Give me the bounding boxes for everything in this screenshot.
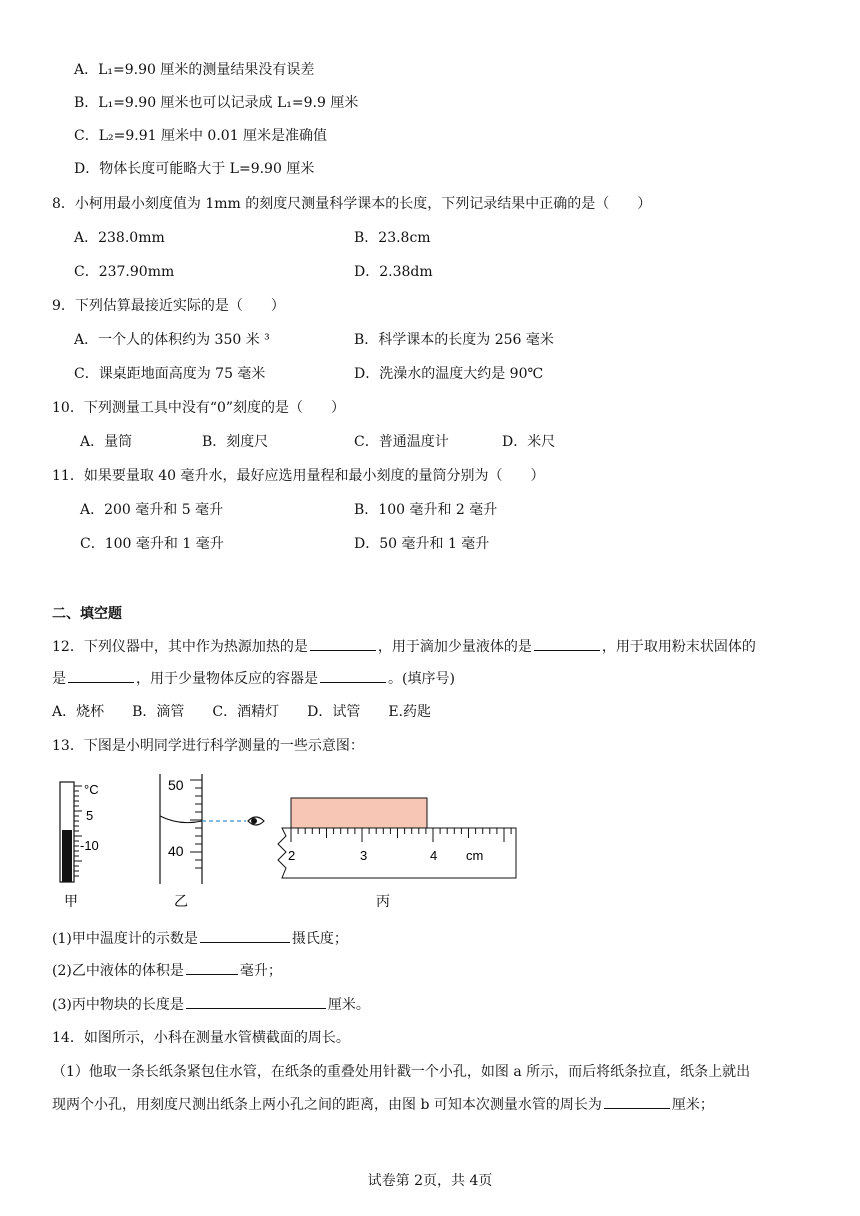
figure-label-yi: 乙 — [174, 893, 188, 909]
ruler-label-3: 3 — [360, 848, 368, 863]
section-title-fill-in: 二、填空题 — [52, 606, 122, 622]
q9-option-a: A．一个人的体积约为 350 米 ³ — [74, 332, 270, 348]
ruler-unit: cm — [466, 848, 484, 863]
q9-option-d: D．洗澡水的温度大约是 90℃ — [354, 366, 544, 382]
q12-text-2: ，用于滴加少量液体的是 — [377, 639, 532, 655]
q10-option-a: A．量筒 — [80, 434, 133, 450]
q12-text-5: ，用于少量物体反应的容器是 — [136, 671, 318, 687]
q9-stem: 9．下列估算最接近实际的是（ ） — [52, 298, 285, 314]
q14-sub1-unit: 厘米； — [671, 1097, 714, 1113]
q12-blank-4[interactable] — [320, 668, 386, 683]
q11-option-b: B．100 毫升和 2 毫升 — [354, 502, 498, 518]
q8-option-b: B．23.8cm — [354, 230, 431, 246]
ruler-label-2: 2 — [288, 848, 296, 863]
thermometer-label-5: 5 — [86, 808, 94, 823]
q13-stem: 13．下图是小明同学进行科学测量的一些示意图： — [52, 738, 364, 754]
eye-icon — [248, 817, 264, 825]
q13-sub1 — [52, 928, 348, 949]
cylinder-label-50: 50 — [168, 777, 184, 793]
q8-option-c: C．237.90mm — [74, 264, 175, 280]
q11-option-d: D．50 毫升和 1 毫升 — [354, 536, 490, 552]
q13-sub1-unit: 摄氏度； — [291, 931, 348, 947]
q12-text-4: 是 — [52, 671, 66, 687]
q13-sub1-text: (1)甲中温度计的示数是 — [52, 931, 198, 947]
q10-option-c: C．普通温度计 — [354, 434, 449, 450]
q13-sub3-unit: 厘米。 — [327, 997, 370, 1013]
figure-label-jia: 甲 — [64, 893, 78, 909]
q14-sub1-line1: （1）他取一条长纸条紧包住水管，在纸条的重叠处用针戳一个小孔，如图 a 所示，而后将纸条拉直，纸条上就出 — [52, 1064, 751, 1080]
q13-sub3 — [52, 994, 370, 1015]
q8-option-d: D．2.38dm — [354, 264, 433, 280]
thermometer-unit: °C — [84, 782, 99, 797]
q12-text-3: ，用于取用粉末状固体的 — [601, 639, 756, 655]
q13-figure — [50, 768, 530, 916]
q12-blank-1[interactable] — [310, 636, 376, 651]
q7-option-d: D．物体长度可能略大于 L=9.90 厘米 — [74, 161, 315, 177]
q12-choices: A．烧杯 B．滴管 C．酒精灯 D．试管 E.药匙 — [52, 704, 432, 720]
q8-stem: 8．小柯用最小刻度值为 1mm 的刻度尺测量科学课本的长度，下列记录结果中正确的是（ ） — [52, 196, 652, 212]
q14-sub1-line2 — [52, 1094, 714, 1115]
q12-blank-2[interactable] — [534, 636, 600, 651]
q14-sub1-text: 现两个小孔，用刻度尺测出纸条上两小孔之间的距离，由图 b 可知本次测量水管的周长为 — [52, 1097, 602, 1113]
thermometer-label-10: -10 — [80, 838, 99, 853]
thermometer-figure — [60, 782, 99, 882]
q13-sub2-text: (2)乙中液体的体积是 — [52, 963, 184, 979]
q11-stem: 11．如果要量取 40 毫升水，最好应选用量程和最小刻度的量筒分别为（ ） — [52, 468, 545, 484]
q12-text-6: 。(填序号) — [388, 671, 455, 687]
q7-option-a: A．L₁=9.90 厘米的测量结果没有误差 — [74, 62, 315, 78]
page-footer: 试卷第 2页，共 4页 — [367, 1173, 493, 1189]
q10-option-b: B．刻度尺 — [202, 434, 269, 450]
q7-option-c: C．L₂=9.91 厘米中 0.01 厘米是准确值 — [74, 128, 328, 144]
ruler-figure — [278, 798, 516, 878]
q13-sub2 — [52, 960, 282, 981]
q12-line2 — [52, 668, 455, 689]
q14-stem: 14．如图所示，小科在测量水管横截面的周长。 — [52, 1030, 350, 1046]
q9-option-c: C．课桌距地面高度为 75 毫米 — [74, 366, 266, 382]
graduated-cylinder-figure — [160, 774, 264, 884]
q9-option-b: B．科学课本的长度为 256 毫米 — [354, 332, 554, 348]
q13-blank-3[interactable] — [186, 994, 326, 1009]
figure-label-bing: 丙 — [376, 893, 390, 909]
ruler-label-4: 4 — [430, 848, 438, 863]
q7-option-b: B．L₁=9.90 厘米也可以记录成 L₁=9.9 厘米 — [74, 95, 359, 111]
q10-stem: 10．下列测量工具中没有“0”刻度的是（ ） — [52, 400, 346, 416]
q11-option-c: C．100 毫升和 1 毫升 — [80, 536, 224, 552]
q12-text-1: 12．下列仪器中，其中作为热源加热的是 — [52, 639, 308, 655]
q13-blank-2[interactable] — [186, 960, 238, 975]
q10-option-d: D．米尺 — [502, 434, 556, 450]
cylinder-label-40: 40 — [168, 843, 184, 859]
q13-sub3-text: (3)丙中物块的长度是 — [52, 997, 184, 1013]
q12-blank-3[interactable] — [68, 668, 134, 683]
q11-option-a: A．200 毫升和 5 毫升 — [80, 502, 224, 518]
q8-option-a: A．238.0mm — [74, 230, 165, 246]
q13-blank-1[interactable] — [200, 928, 290, 943]
q14-blank-1[interactable] — [604, 1094, 670, 1109]
q12-line1 — [52, 636, 756, 657]
q13-sub2-unit: 毫升； — [239, 963, 282, 979]
